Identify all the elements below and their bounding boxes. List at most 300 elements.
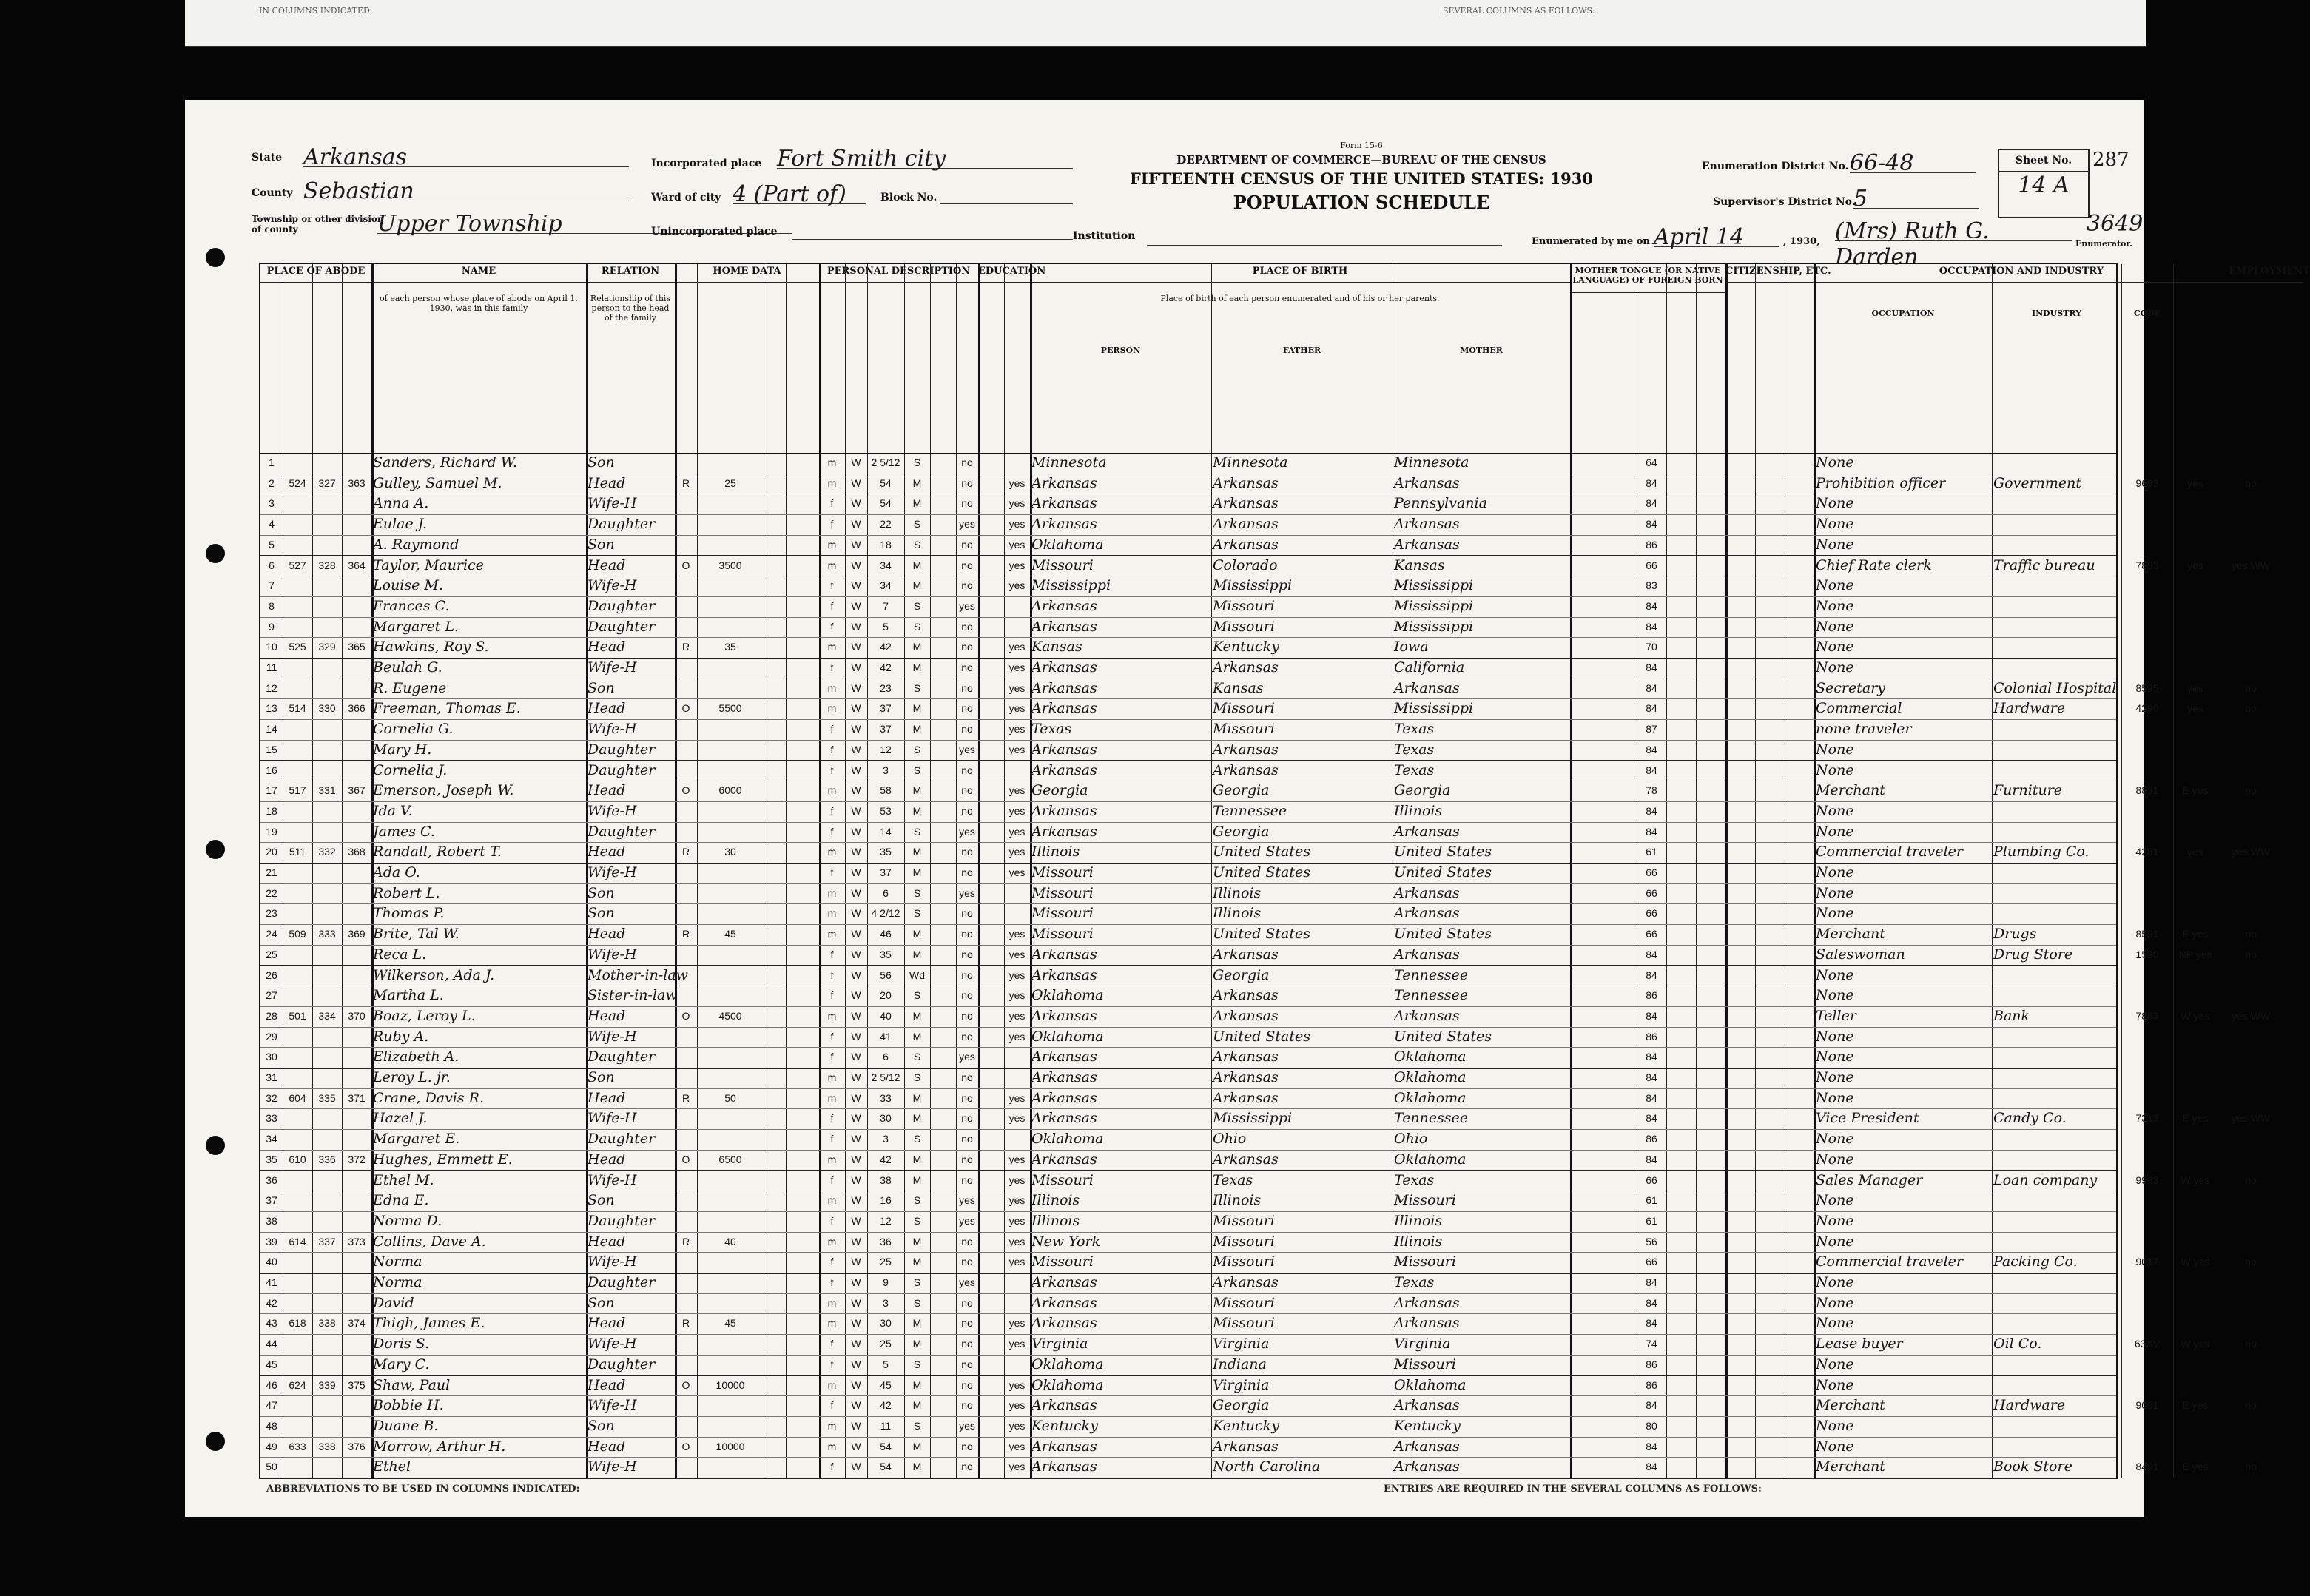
cell-name: Mary C. [373,1356,430,1373]
cell-home: R [681,641,690,653]
cell-occ: None [1816,905,1854,922]
cell-sch: no [961,1071,973,1083]
cell-st: 501 [289,1009,306,1022]
cell-ind [1993,514,2120,535]
cell-read: yes [1008,846,1026,858]
cell-name: Mary H. [373,741,432,758]
cell-val: 45 [724,1317,736,1330]
cell-code: 84 [1646,620,1657,633]
cell-sch: no [961,948,973,960]
cell-occ: None [1816,1294,1854,1311]
cell-home [675,679,697,699]
cell-read [1004,903,1030,924]
cell-bp: Oklahoma [1031,1376,1104,1393]
cell-race: W [851,784,861,797]
cell-fam: 376 [348,1440,366,1452]
cell-vet [2218,658,2284,679]
cell-race: W [851,1276,861,1288]
cell-icode [2121,801,2173,822]
cell-read: yes [1008,681,1026,694]
cell-sch: no [961,1317,973,1330]
cell-home: O [681,559,690,571]
cell-fam [342,1355,371,1376]
cell-val [697,1068,764,1088]
cell-icode [2121,1088,2173,1109]
cell-race: W [851,1071,861,1083]
cell-ind [1993,822,2120,843]
cell-mbp: Tennessee [1394,987,1469,1004]
cell-fam [342,1334,371,1355]
cell-bp: Arkansas [1031,618,1097,635]
cell-mar: M [912,1235,922,1247]
cell-age: 36 [880,1235,892,1247]
table-row [260,698,2257,720]
cell-st [283,966,312,986]
cell-home [675,576,697,596]
table-row [260,1457,2257,1479]
cell-n: 18 [266,804,277,817]
cell-mar: S [913,1071,921,1083]
cell-st [283,658,312,679]
cell-n: 24 [266,928,277,940]
cell-mar: M [912,497,922,510]
cell-work: E yes [2182,1112,2209,1125]
cell-fbp: Georgia [1213,966,1270,983]
cell-race: W [851,1419,861,1432]
cell-mbp: Arkansas [1394,679,1460,696]
cell-home [675,514,697,535]
cell-code: 86 [1646,1358,1657,1370]
cell-fam [342,740,371,761]
cell-code: 83 [1646,579,1657,592]
cell-bp: Minnesota [1031,454,1107,471]
cell-mar: M [912,1256,922,1268]
cell-sex: f [830,661,834,673]
cell-mbp: Arkansas [1394,516,1460,533]
table-row [260,781,2257,802]
cell-home: R [681,928,690,940]
cell-sch: no [961,804,973,817]
cell-dw: 337 [318,1235,336,1247]
cell-home [675,617,697,638]
cell-dw [312,1027,342,1048]
cell-vet [2218,1437,2284,1458]
cell-work [2173,494,2218,514]
cell-fbp: Missouri [1213,1233,1275,1250]
cell-n: 11 [266,661,277,673]
cell-icode [2121,1068,2173,1088]
cell-occ: None [1816,1192,1854,1209]
cell-occ: None [1816,577,1854,594]
cell-ind [1993,883,2120,904]
cell-code: 84 [1646,764,1657,776]
cell-home [675,945,697,966]
cell-work [2173,1232,2218,1253]
cell-age: 41 [880,1030,892,1043]
cell-icode [2121,966,2173,986]
cell-name: R. Eugene [373,679,447,696]
cell-fam: 366 [348,702,366,715]
table-row [260,494,2116,515]
cell-vet [2218,617,2284,638]
cell-n: 29 [266,1030,277,1043]
cell-sex: f [830,948,834,960]
cell-age: 30 [880,1317,892,1330]
cell-age: 30 [880,1112,892,1125]
cell-st [283,514,312,535]
cell-sch: no [961,1009,973,1022]
cell-mbp: Georgia [1394,782,1451,799]
cell-fam: 368 [348,846,366,858]
cell-dw [312,801,342,822]
cell-bp: Arkansas [1031,761,1097,778]
cell-ind: Book Store [1993,1458,2072,1475]
cell-val: 3500 [718,559,742,571]
cell-st [283,863,312,883]
cell-name: Ethel M. [373,1171,434,1188]
cell-mar: M [912,804,922,817]
cell-fam [342,1416,371,1437]
cell-age: 25 [880,1256,892,1268]
cell-read: yes [1008,969,1026,981]
cell-home [675,658,697,679]
cell-ind [1993,863,2120,883]
cell-sex: m [827,1071,837,1083]
cell-dw [312,986,342,1006]
cell-read: yes [1008,1419,1026,1432]
cell-vet [2218,1355,2284,1376]
cell-sex: f [830,1112,834,1125]
cell-race: W [851,948,861,960]
occupation-column: OCCUPATION [1871,309,1935,318]
ed-line [1850,150,1976,176]
cell-dw [312,903,342,924]
cell-occ: None [1816,1356,1854,1373]
cell-home [675,966,697,986]
cell-val: 5500 [718,702,742,715]
cell-name: Thomas P. [373,905,445,922]
cell-race: W [851,1133,861,1145]
cell-dw [312,719,342,740]
cell-code: 86 [1646,1133,1657,1145]
cell-name: Boaz, Leroy L. [373,1007,476,1024]
cell-val [697,903,764,924]
cell-rel: Head [587,556,626,573]
cell-n: 34 [266,1133,277,1145]
cell-sch: yes [959,1276,975,1288]
cell-n: 20 [266,846,277,858]
cell-vet [2218,761,2284,781]
cell-mar: S [913,907,921,920]
cell-occ: None [1816,495,1854,512]
cell-val [697,801,764,822]
table-row [260,1150,2116,1172]
cell-age: 14 [880,825,892,838]
cell-icode [2121,617,2173,638]
cell-bp: Oklahoma [1031,1028,1104,1045]
cell-fbp: Illinois [1213,905,1262,922]
cell-sex: f [830,866,834,878]
cell-fbp: Missouri [1213,618,1275,635]
institution-label: Institution [1073,230,1136,242]
cell-sex: m [827,1091,837,1104]
cell-read: yes [1008,804,1026,817]
cell-dw: 338 [318,1317,336,1330]
cell-dw [312,966,342,986]
state-value: Arkansas [303,144,408,170]
cell-dw: 331 [318,784,336,797]
cell-bp: Arkansas [1031,1315,1097,1332]
cell-vet [2218,822,2284,843]
cell-mar: S [913,1296,921,1309]
cell-mar: M [912,723,922,735]
cell-sch: no [961,1440,973,1452]
cell-name: Anna A. [373,495,429,512]
cell-fbp: Kansas [1213,679,1264,696]
cell-st [283,761,312,781]
cell-name: James C. [373,823,435,840]
cell-work [2173,1376,2218,1396]
cell-rel: Daughter [587,823,656,840]
cell-rel: Daughter [587,741,656,758]
township-value: Upper Township [377,211,562,237]
cell-rel: Head [587,1151,626,1168]
enumerated-date-line [1654,224,1779,250]
cell-n: 36 [266,1174,277,1186]
cell-occ: None [1816,618,1854,635]
cell-n: 6 [269,559,275,571]
cell-dw: 327 [318,477,336,489]
cell-n: 43 [266,1317,277,1330]
cell-sch: no [961,1338,973,1350]
cell-name: Ruby A. [373,1028,429,1045]
cell-st: 618 [289,1317,306,1330]
cell-home: O [681,1009,690,1022]
cell-bp: Missouri [1031,884,1094,901]
cell-age: 54 [880,1461,892,1473]
cell-rel: Head [587,1438,626,1455]
cell-val: 10000 [715,1378,745,1391]
cell-fam [342,453,371,474]
cell-home [675,883,697,904]
cell-work [2173,576,2218,596]
cell-age: 37 [880,702,892,715]
cell-mar: M [912,1009,922,1022]
cell-work: yes [2187,846,2203,858]
cell-st: 517 [289,784,306,797]
cell-fbp: United States [1213,864,1311,881]
cell-rel: Son [587,884,615,901]
cell-fam [342,1211,371,1232]
cell-fbp: Arkansas [1213,1151,1279,1168]
cell-fam [342,617,371,638]
cell-read: yes [1008,641,1026,653]
cell-val [697,1047,764,1068]
prev-abbrev-text: IN COLUMNS INDICATED: [259,6,373,16]
cell-age: 2 5/12 [871,1071,900,1083]
cell-st [283,679,312,699]
cell-sch: yes [959,825,975,838]
cell-vet: yes WW [2231,846,2271,858]
cell-rel: Wife-H [587,1110,637,1127]
cell-n: 45 [266,1358,277,1370]
cell-home: O [681,784,690,797]
cell-occ: none traveler [1816,721,1912,738]
cell-fam [342,761,371,781]
cell-mbp: Arkansas [1394,1294,1460,1311]
cell-vet [2218,1068,2284,1088]
cell-fam: 369 [348,928,366,940]
cell-fam [342,494,371,514]
cell-work [2173,761,2218,781]
cell-work [2173,719,2218,740]
cell-vet [2218,1027,2284,1048]
group-tongue: MOTHER TONGUE (OR NATIVE LANGUAGE) OF FOREIGN BORN [1570,266,1725,293]
cell-sex: m [827,477,837,489]
cell-st [283,1395,312,1416]
cell-ind [1993,576,2120,596]
cell-bp: Arkansas [1031,1048,1097,1065]
cell-fbp: Mississippi [1213,1110,1293,1127]
cell-home [675,453,697,474]
cell-rel: Head [587,1007,626,1024]
cell-read [1004,596,1030,617]
cell-ind [1993,1068,2120,1088]
cell-bp: Arkansas [1031,1110,1097,1127]
cell-sch: no [961,907,973,920]
cell-code: 66 [1646,559,1657,571]
cell-icode [2121,822,2173,843]
cell-home [675,596,697,617]
table-row [260,1191,2116,1212]
cell-sch: no [961,702,973,715]
cell-val [697,1334,764,1355]
cell-fbp: North Carolina [1213,1458,1321,1475]
cell-vet [2218,883,2284,904]
cell-vet [2218,576,2284,596]
enumerator-line [1835,218,2072,270]
cell-code: 84 [1646,1276,1657,1288]
cell-mar: S [913,681,921,694]
cell-name: Crane, Davis R. [373,1089,485,1106]
cell-sex: m [827,1153,837,1165]
table-row [260,1027,2116,1048]
cell-icode [2121,1437,2173,1458]
cell-read: yes [1008,948,1026,960]
table-row [260,453,2116,474]
cell-race: W [851,1399,861,1412]
cell-home [675,1191,697,1211]
cell-sch: no [961,846,973,858]
cell-sch: no [961,1296,973,1309]
cell-icode [2121,658,2173,679]
cell-sex: m [827,457,837,468]
cell-rel: Son [587,536,615,553]
cell-work [2173,1150,2218,1171]
cell-race: W [851,477,861,489]
cell-code: 84 [1646,702,1657,715]
punch-hole [206,248,225,267]
cell-st [283,740,312,761]
cell-rel: Daughter [587,597,656,614]
cell-bp: Oklahoma [1031,536,1104,553]
table-row [260,966,2116,987]
cell-icode: 8891 [2135,784,2159,797]
cell-sch: no [961,661,973,673]
cell-read: yes [1008,928,1026,940]
cell-occ: None [1816,1438,1854,1455]
group-occupation: OCCUPATION AND INDUSTRY [1814,266,2229,283]
cell-work: W yes [2181,1174,2210,1186]
cell-ind [1993,1273,2120,1293]
cell-mar: M [912,641,922,653]
cell-name: Norma D. [373,1212,442,1229]
cell-sch: no [961,477,973,489]
cell-name: Margaret L. [373,618,459,635]
cell-fbp: Arkansas [1213,1089,1279,1106]
cell-rel: Daughter [587,516,656,533]
cell-sex: m [827,907,837,920]
cell-occ: None [1816,802,1854,819]
cell-fam [342,1457,371,1478]
cell-sex: f [830,1276,834,1288]
cell-st [283,535,312,556]
cell-rel: Wife-H [587,721,637,738]
cell-mbp: Mississippi [1394,577,1474,594]
cell-val [697,658,764,679]
cell-mbp: United States [1394,926,1492,943]
cell-code: 84 [1646,1071,1657,1083]
cell-rel: Son [587,905,615,922]
cell-mar: M [912,559,922,571]
cell-read: yes [1008,477,1026,489]
cell-icode [2121,494,2173,514]
cell-ind: Plumbing Co. [1993,844,2090,861]
cell-dw: 328 [318,559,336,571]
enumerated-label: Enumerated by me on [1532,236,1650,247]
cell-sex: f [830,1174,834,1186]
cell-age: 42 [880,661,892,673]
incorporated-line [777,146,1073,172]
cell-fbp: Arkansas [1213,1274,1279,1290]
cell-fam [342,1068,371,1088]
cell-occ: None [1816,1069,1854,1085]
cell-vet [2218,1313,2284,1334]
cell-st [283,494,312,514]
cell-name: Ida V. [373,802,413,819]
cell-mar: M [912,1317,922,1330]
cell-mbp: Arkansas [1394,1438,1460,1455]
cell-name: Reca L. [373,946,427,963]
cell-age: 54 [880,477,892,489]
cell-icode [2121,535,2173,556]
cell-mbp: Kentucky [1394,1417,1461,1434]
cell-sch: no [961,1358,973,1370]
cell-name: Hawkins, Roy S. [373,639,489,656]
cell-race: W [851,1214,861,1227]
table-row [260,924,2257,946]
cell-st [283,822,312,843]
cell-dw: 334 [318,1009,336,1022]
cell-sch: yes [959,1214,975,1227]
cell-ind [1993,1355,2120,1376]
cell-read: yes [1008,579,1026,592]
cell-age: 38 [880,1174,892,1186]
cell-icode [2121,453,2173,474]
table-row [260,1376,2116,1397]
cell-code: 84 [1646,477,1657,489]
cell-occ: None [1816,761,1854,778]
